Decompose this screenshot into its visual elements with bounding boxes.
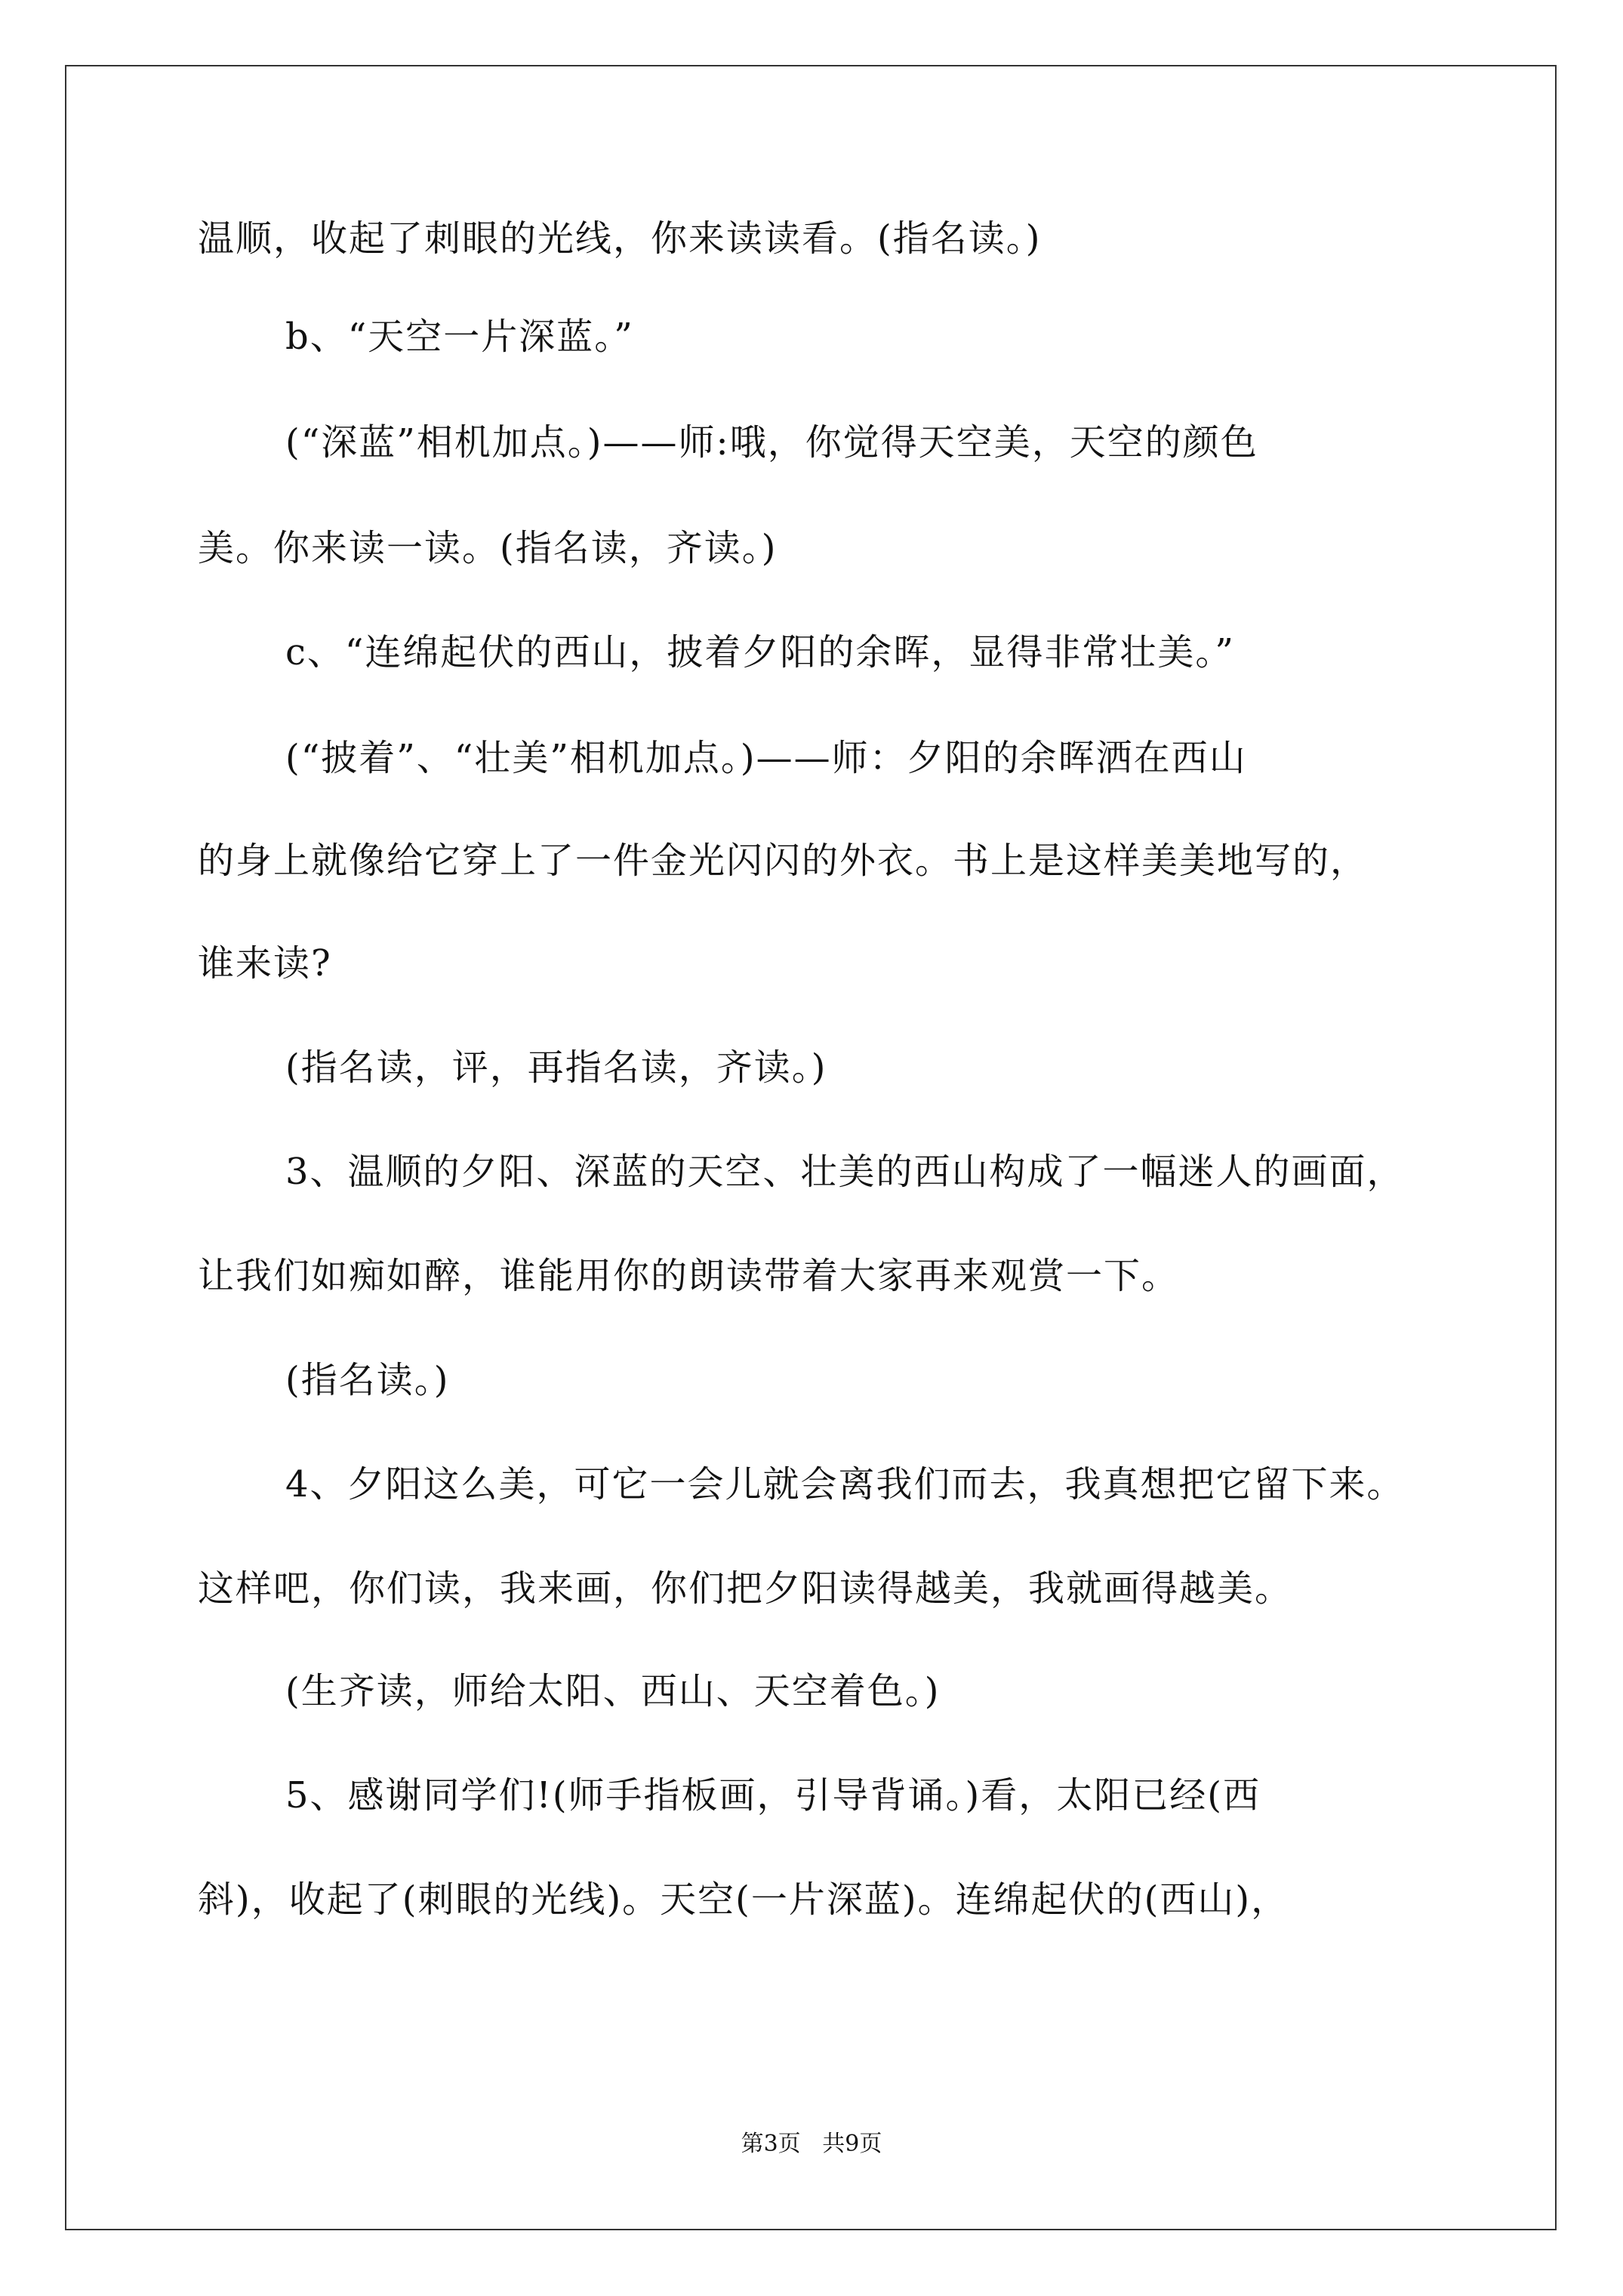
- body-line-8: 谁来读?: [198, 942, 332, 985]
- body-line-15: (生齐读，师给太阳、西山、天空着色。): [285, 1670, 941, 1712]
- body-line-9: (指名读，评，再指名读，齐读。): [285, 1046, 827, 1089]
- body-line-2: b、“天空一片深蓝。”: [285, 316, 634, 358]
- body-line-13: 4、夕阳这么美，可它一会儿就会离我们而去，我真想把它留下来。: [285, 1463, 1405, 1505]
- body-line-5: c、“连绵起伏的西山，披着夕阳的余晖，显得非常壮美。”: [285, 631, 1235, 673]
- body-line-6: (“披着”、“壮美”相机加点。)——师：夕阳的余晖洒在西山: [285, 737, 1247, 779]
- body-line-16: 5、感谢同学们!(师手指板画，引导背诵。)看，太阳已经(西: [285, 1774, 1261, 1817]
- body-line-12: (指名读。): [285, 1359, 450, 1401]
- body-line-4: 美。你来读一读。(指名读，齐读。): [198, 527, 778, 569]
- body-line-10: 3、温顺的夕阳、深蓝的天空、壮美的西山构成了一幅迷人的画面，: [285, 1151, 1405, 1193]
- body-line-17: 斜)，收起了(刺眼的光线)。天空(一片深蓝)。连绵起伏的(西山)，: [198, 1878, 1289, 1921]
- body-line-14: 这样吧，你们读，我来画，你们把夕阳读得越美，我就画得越美。: [198, 1567, 1293, 1610]
- body-line-1: 温顺，收起了刺眼的光线，你来读读看。(指名读。): [198, 217, 1042, 260]
- body-line-3: (“深蓝”相机加点。)——师:哦，你觉得天空美，天空的颜色: [285, 421, 1258, 464]
- body-line-7: 的身上就像给它穿上了一件金光闪闪的外衣。书上是这样美美地写的，: [198, 840, 1369, 882]
- body-line-11: 让我们如痴如醉，谁能用你的朗读带着大家再来观赏一下。: [198, 1255, 1180, 1297]
- page-number-footer: 第3页 共9页: [741, 2131, 882, 2157]
